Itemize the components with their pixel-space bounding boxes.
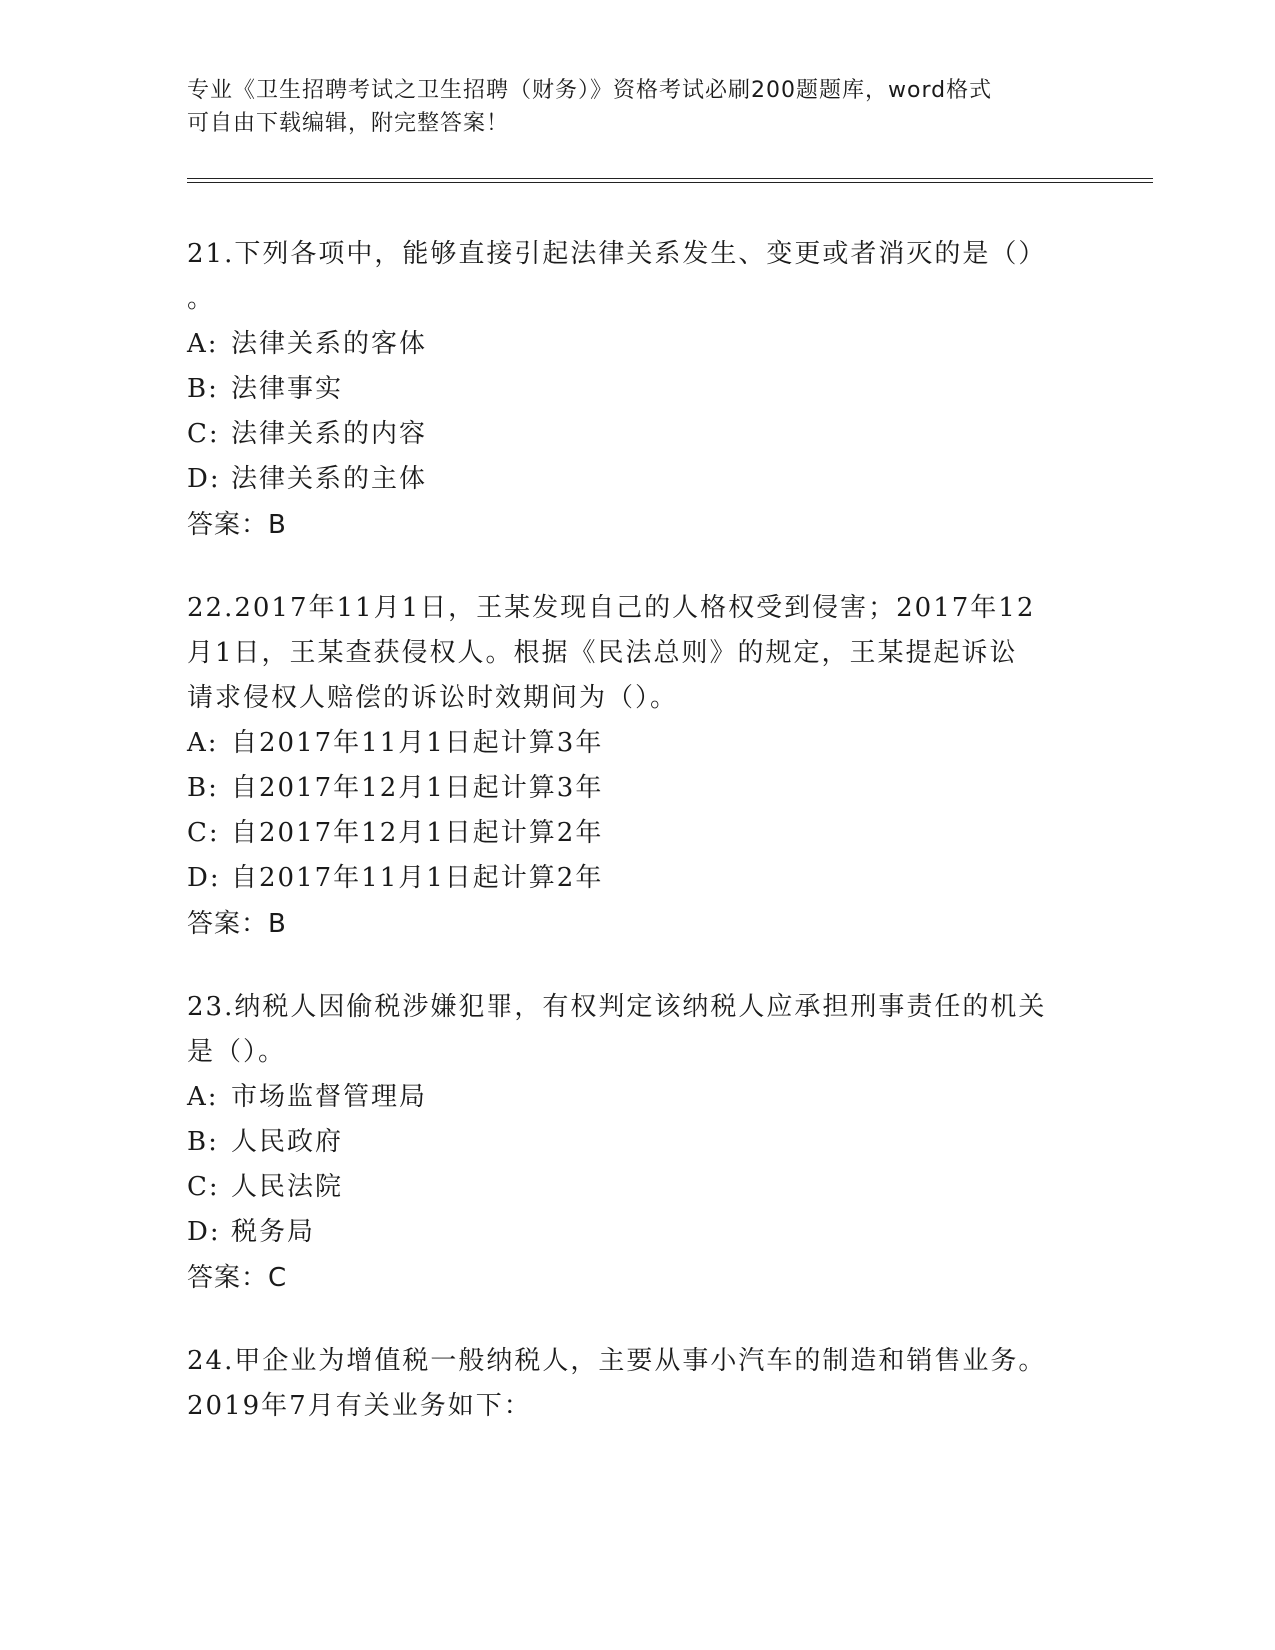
option-text: 法律关系的客体	[231, 329, 428, 359]
option-letter: D:	[187, 863, 221, 893]
option-text: 自2017年11月1日起计算3年	[231, 728, 604, 758]
option-text: 税务局	[231, 1217, 316, 1247]
stem-line: 22.2017年11月1日，王某发现自己的人格权受到侵害；2017年12	[187, 593, 1036, 623]
option-list	[187, 1075, 1087, 1255]
question-24	[187, 1339, 1087, 1429]
option-letter: A:	[187, 329, 219, 359]
option-b	[187, 367, 1087, 412]
stem-line: 24.甲企业为增值税一般纳税人，主要从事小汽车的制造和销售业务。	[187, 1346, 1047, 1376]
answer-label: 答案：C	[187, 1263, 288, 1293]
option-d	[187, 856, 1087, 901]
option-a	[187, 322, 1087, 367]
stem-line: 请求侵权人赔偿的诉讼时效期间为（）。	[187, 683, 679, 713]
option-text: 自2017年12月1日起计算2年	[231, 818, 604, 848]
question-23	[187, 985, 1087, 1301]
option-letter: A:	[187, 728, 219, 758]
question-stem	[187, 1339, 1087, 1429]
question-stem	[187, 985, 1087, 1075]
option-letter: B:	[187, 1127, 219, 1157]
stem-line: 21.下列各项中，能够直接引起法律关系发生、变更或者消灭的是（）	[187, 239, 1047, 269]
option-text: 法律事实	[231, 374, 344, 404]
option-d	[187, 457, 1087, 502]
option-text: 自2017年12月1日起计算3年	[231, 773, 604, 803]
header-divider	[187, 178, 1153, 183]
option-text: 法律关系的内容	[231, 419, 428, 449]
header-line: 可自由下载编辑，附完整答案！	[187, 111, 510, 136]
question-21	[187, 232, 1087, 548]
question-stem	[187, 232, 1087, 322]
option-a	[187, 721, 1087, 766]
stem-line: 。	[187, 284, 216, 314]
option-text: 自2017年11月1日起计算2年	[231, 863, 604, 893]
option-text: 人民法院	[231, 1172, 344, 1202]
option-c	[187, 1165, 1087, 1210]
question-22	[187, 586, 1087, 947]
header-line: 专业《卫生招聘考试之卫生招聘（财务）》资格考试必刷200题题库，word格式	[187, 78, 993, 103]
stem-line: 23.纳税人因偷税涉嫌犯罪，有权判定该纳税人应承担刑事责任的机关	[187, 992, 1047, 1022]
option-letter: C:	[187, 419, 220, 449]
option-b	[187, 766, 1087, 811]
option-letter: A:	[187, 1082, 219, 1112]
option-letter: C:	[187, 1172, 220, 1202]
option-letter: C:	[187, 818, 220, 848]
option-a	[187, 1075, 1087, 1120]
option-list	[187, 721, 1087, 901]
option-letter: B:	[187, 374, 219, 404]
document-header	[187, 74, 1067, 140]
option-text: 人民政府	[231, 1127, 344, 1157]
option-letter: D:	[187, 464, 221, 494]
option-d	[187, 1210, 1087, 1255]
question-stem	[187, 586, 1087, 721]
option-text: 市场监督管理局	[231, 1082, 428, 1112]
option-c	[187, 811, 1087, 856]
question-list	[187, 232, 1087, 1467]
answer-label: 答案：B	[187, 510, 287, 540]
answer-label: 答案：B	[187, 909, 287, 939]
option-b	[187, 1120, 1087, 1165]
stem-line: 月1日，王某查获侵权人。根据《民法总则》的规定，王某提起诉讼	[187, 638, 1018, 668]
option-text: 法律关系的主体	[231, 464, 428, 494]
option-letter: D:	[187, 1217, 221, 1247]
stem-line: 2019年7月有关业务如下：	[187, 1391, 532, 1421]
option-c	[187, 412, 1087, 457]
option-list	[187, 322, 1087, 502]
option-letter: B:	[187, 773, 219, 803]
stem-line: 是（）。	[187, 1037, 287, 1067]
